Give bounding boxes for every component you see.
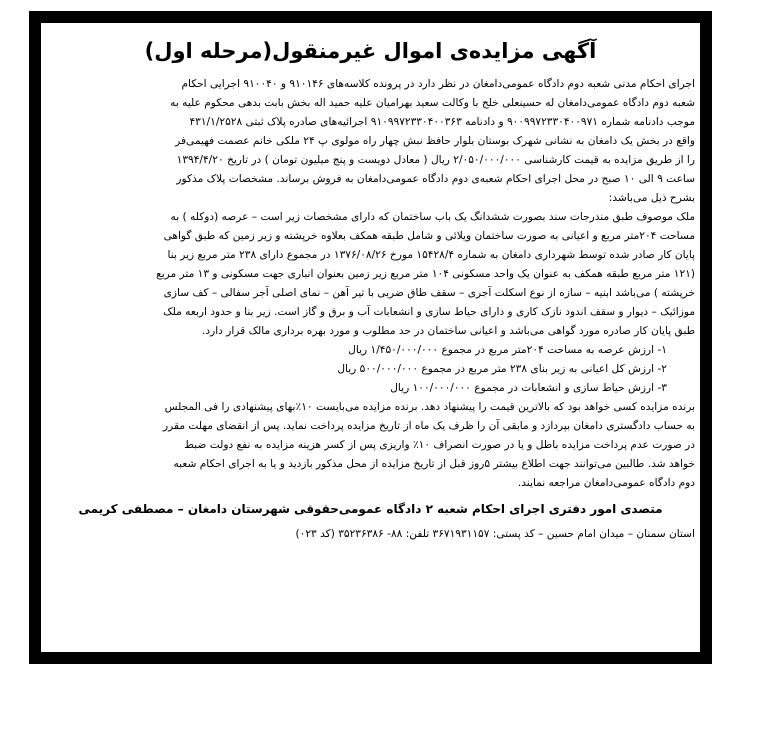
notice-content [41,23,700,544]
terms-line: به حساب دادگستری دامغان بپردازد و مابقی آن را ظرف یک ماه از تاریخ مزایده پرداخت نماید. پس از انقضای مهلت مقرر [163,420,695,432]
terms-paragraph [46,398,695,493]
intro-line: ساعت ۹ الی ۱۰ صبح در محل اجرای احکام شعبه‌ی دوم دادگاه عمومی‌دامغان به فروش برساند. مشخصات پلاک مذکور [176,173,695,185]
intro-line: شعبه دوم دادگاه عمومی‌دامغان له حسینعلی خلج با وکالت سعید بهرامیان علیه حمید اله بخش بابت بدهی محکوم علیه به [170,97,695,109]
intro-line: موجب دادنامه شماره ۹۰۰۹۹۷۲۳۳۰۴۰۰۹۷۱ و دادنامه ۹۱۰۹۹۷۲۳۳۰۴۰۰۳۶۳ اجرائیه‌های صادره پلاک ثبتی ۴۳۱/۱/۲۵۲۸ [189,116,695,128]
description-line: مساحت ۲۰۴متر مربع و اعیانی به صورت ساختمان ویلائی و شامل طبقه همکف بعلاوه خرپشته و زیر زمین که طبق گواهی [163,230,695,242]
terms-line: در صورت عدم پرداخت مزایده باطل و یا در صورت انصراف ۱۰٪ واریزی پس از کسر هزینه مزایده به نفع دولت ضبط [184,439,695,451]
intro-line: اجرای احکام مدنی شعبه دوم دادگاه عمومی‌دامغان در نظر دارد در پرونده کلاسه‌های ۹۱۰۱۴۶ و ۹۱۰۰۴۰ اجرایی احکام [181,78,695,90]
valuation-list [46,341,695,398]
notice-border [29,11,712,664]
signature-line: متصدی امور دفتری اجرای احکام شعبه ۲ دادگاه عمومی‌حقوقی شهرستان دامغان – مصطفی کریمی [78,502,663,516]
description-line: خرپشته ) می‌باشد ابنیه – سازه از نوع اسکلت آجری – سقف طاق ضربی با تیر آهن – نمای اصلی آجر سفالی – کف سازی [163,287,695,299]
description-line: پایان کار صادر شده توسط شهرداری دامغان به شماره ۱۵۴۲۸/۴ مورخ ۱۳۷۶/۰۸/۲۶ در مجموع دارای ۲۳۸ متر مربع زیر بنا [167,249,695,261]
intro-paragraph [46,75,695,208]
description-line: (۱۲۱ متر مربع طبقه همکف به عنوان یک واحد مسکونی ۱۰۴ متر مربع زیر زمین بعنوان انباری جهت مسکونی و ۱۳ متر مربع [156,268,695,280]
valuation-item: ۱- ارزش عرصه به مساحت ۲۰۴متر مربع در مجموع ۱/۴۵۰/۰۰۰/۰۰۰ ریال [348,344,667,356]
notice-panel [41,23,700,652]
valuation-item: ۳- ارزش حیاط سازی و انشعابات در مجموع ۱۰۰/۰۰۰/۰۰۰ ریال [390,382,667,394]
notice-title: آگهی مزایده‌ی اموال غیرمنقول(مرحله اول) [144,39,597,63]
description-line: طبق پایان کار صادره مورد گواهی می‌باشد و اعیانی ساختمان در حد مطلوب و مورد بهره برداری مالک قرار دارد. [202,325,695,337]
valuation-item: ۲- ارزش کل اعیانی به زیر بنای ۲۳۸ متر مربع در مجموع ۵۰۰/۰۰۰/۰۰۰ ریال [337,363,667,375]
description-line: موزائیک – دیوار و سقف اندود نازک کاری و دارای حیاط سازی و انشعابات آب و برق و گاز است. زیر بنا و حدود اربعه ملک [163,306,695,318]
property-description [46,208,695,341]
terms-line: خواهد شد. طالبین می‌توانند جهت اطلاع بیشتر ۵روز قبل از تاریخ مزایده از محل مذکور بازدید و یا به اجرای احکام شعبه [173,458,695,470]
terms-line: برنده مزایده کسی خواهد بود که بالاترین قیمت را پیشنهاد دهد. برنده مزایده می‌بایست ۱۰٪بهای پیشنهادی را فی المجلس [164,401,695,413]
description-line: ملک موصوف طبق مندرجات سند بصورت ششدانگ یک باب ساختمان که دارای مشخصات زیر است – عرصه (دوکله ) به [170,211,695,223]
intro-line: واقع در بخش یک دامغان به نشانی شهرک بوستان بلوار حافظ نبش چهار راه مولوی پ ۲۴ ملکی خانم عصمت فهیمی‌فر [175,135,695,147]
intro-line: بشرح ذیل می‌باشد: [608,192,695,204]
terms-line: دوم دادگاه عمومی‌دامغان مراجعه نمایند. [517,477,695,489]
address-line: استان سمنان – میدان امام حسین – کد پستی: ۳۶۷۱۹۳۱۱۵۷ تلفن: ۸۸- ۳۵۲۳۶۳۸۶ (کد ۰۲۳) [295,528,695,540]
intro-line: را از طریق مزایده به قیمت کارشناسی ۲/۰۵۰/۰۰۰/۰۰۰ ریال ( معادل دویست و پنج میلیون تومان ) در تاریخ ۱۳۹۴/۴/۲۰ [176,154,695,166]
